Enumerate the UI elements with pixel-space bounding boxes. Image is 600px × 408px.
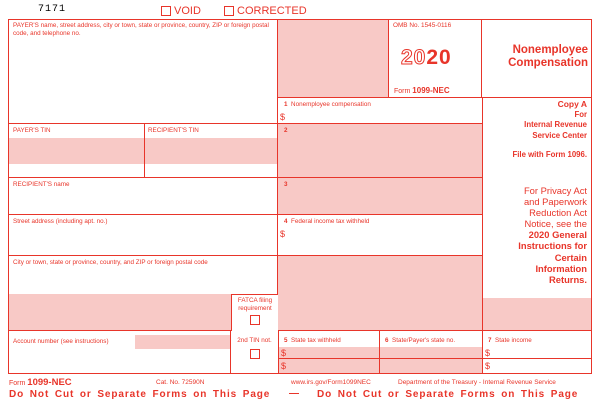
corrected-label: CORRECTED [237, 5, 307, 17]
privacy-l6: Instructions for [518, 240, 587, 252]
box5-dollar-1: $ [281, 348, 287, 358]
box5-text: State tax withheld [291, 337, 341, 344]
box6-number: 6 [385, 337, 389, 344]
copy-a-line3: Service Center [532, 130, 587, 140]
privacy-l8: Information [535, 262, 587, 274]
box3-number: 3 [284, 181, 288, 188]
privacy-l7: Certain [554, 251, 587, 263]
box7-label [488, 337, 532, 345]
box7-number: 7 [488, 337, 492, 344]
corrected-checkbox-group[interactable] [224, 5, 307, 17]
box4-label [284, 218, 369, 226]
box1-number: 1 [284, 101, 288, 108]
street-address-label: Street address (including apt. no.) [13, 218, 108, 225]
void-checkbox[interactable] [161, 6, 171, 16]
box5-number: 5 [284, 337, 288, 344]
box7-state-income[interactable] [483, 331, 591, 374]
box7-text: State income [495, 337, 532, 344]
payer-tin-field [9, 138, 144, 164]
account-number-field [135, 335, 230, 349]
box5-row1 [279, 347, 379, 358]
do-not-cut-right: Do Not Cut or Separate Forms on This Page [317, 389, 579, 400]
second-tin-checkbox[interactable] [250, 349, 260, 359]
box6-row2 [380, 359, 482, 373]
fatca-line2: requirement [238, 304, 272, 312]
box5-label [284, 337, 341, 345]
form-year [401, 46, 452, 70]
box2-label [284, 127, 288, 135]
box3-label [284, 181, 288, 189]
fatca-box[interactable] [231, 294, 278, 331]
box6-payer-state-no[interactable] [380, 331, 483, 374]
street-address-box[interactable] [9, 215, 278, 256]
box4-number: 4 [284, 218, 288, 225]
void-checkbox-group[interactable] [161, 5, 201, 17]
privacy-l1: For Privacy Act [523, 185, 587, 196]
recipient-tin-box[interactable] [145, 124, 278, 178]
fatca-checkbox[interactable] [250, 315, 260, 325]
recipient-tin-field [145, 138, 277, 164]
do-not-cut-dash: — [289, 388, 299, 399]
box4-dollar: $ [280, 229, 286, 239]
box3[interactable] [278, 178, 483, 215]
box6-row1 [380, 347, 482, 358]
payer-block[interactable] [9, 20, 278, 124]
fatca-line1: FATCA filing [237, 297, 273, 304]
omb-block [389, 20, 482, 98]
privacy-l4: Notice, see the [524, 218, 587, 230]
form-title-line2: Compensation [508, 57, 588, 69]
shaded-mid-block [278, 256, 483, 331]
shaded-right-block [483, 298, 591, 331]
account-number-box[interactable] [9, 331, 231, 374]
void-label: VOID [174, 5, 201, 17]
payer-shaded-area [278, 20, 389, 98]
recipient-tin-label: RECIPIENT'S TIN [148, 127, 199, 134]
box2[interactable] [278, 124, 483, 178]
form-title [482, 44, 588, 70]
copy-a-file-with: File with Form 1096. [512, 150, 587, 159]
privacy-notice [483, 185, 587, 285]
box1-dollar: $ [280, 112, 286, 122]
privacy-l3: Reduction Act [529, 207, 587, 219]
city-state-shaded [9, 294, 231, 330]
payer-block-label: PAYER'S name, street address, city or town, state or province, country, ZIP or foreign postal code, and telephone no. [13, 22, 269, 37]
form-title-line1: Nonemployee [512, 44, 588, 56]
footer-form-name: 1099-NEC [27, 377, 72, 388]
recipient-name-label: RECIPIENT'S name [13, 181, 70, 188]
footer-cat-no: Cat. No. 72590N [156, 379, 205, 386]
box6-label [385, 337, 455, 345]
copy-a-line2: Internal Revenue [524, 120, 587, 129]
box5-dollar-2: $ [281, 361, 287, 371]
box1-label [284, 101, 371, 109]
box2-number: 2 [284, 127, 288, 134]
box5-row2 [279, 359, 379, 373]
privacy-l9: Returns. [548, 273, 587, 285]
box4-federal-tax[interactable] [278, 215, 483, 256]
account-number-label: Account number (see instructions) [13, 338, 109, 345]
copy-a-block [483, 99, 587, 161]
box6-text: State/Payer's state no. [392, 337, 456, 344]
box7-divider [483, 358, 591, 359]
omb-number: OMB No. 1545-0116 [393, 22, 452, 29]
recipient-name-box[interactable] [9, 178, 278, 215]
do-not-cut-left: Do Not Cut or Separate Forms on This Page [9, 389, 271, 400]
fatca-label [232, 297, 278, 312]
box7-dollar-2: $ [485, 361, 491, 371]
corrected-checkbox[interactable] [224, 6, 234, 16]
box1-nonemployee-comp[interactable] [278, 98, 483, 124]
city-state-label: City or town, state or province, country, and ZIP or foreign postal code [13, 259, 208, 266]
form-code: 7171 [38, 4, 67, 15]
payer-tin-box[interactable] [9, 124, 145, 178]
copy-a-title: Copy A [557, 99, 587, 109]
payer-tin-label: PAYER'S TIN [13, 127, 51, 134]
privacy-l5: 2020 General [528, 229, 587, 241]
omb-form-label: Form [394, 88, 411, 95]
footer-form-id [9, 377, 72, 388]
footer-dept: Department of the Treasury - Internal Revenue Service [398, 379, 556, 386]
box5-state-tax[interactable] [278, 331, 380, 374]
copy-a-line1: For [574, 109, 587, 119]
privacy-l2: and Paperwork [523, 196, 587, 208]
omb-form-number: 1099-NEC [412, 86, 450, 95]
omb-form-name [394, 87, 450, 96]
box7-dollar-1: $ [485, 348, 491, 358]
box1-text: Nonemployee compensation [291, 101, 371, 108]
footer-form-label: Form [9, 380, 26, 387]
year-suffix: 20 [426, 46, 452, 69]
year-prefix: 20 [401, 46, 427, 69]
footer-url: www.irs.gov/Form1099NEC [291, 379, 371, 386]
second-tin-box[interactable] [231, 331, 278, 374]
box4-text: Federal income tax withheld [291, 218, 370, 225]
second-tin-label: 2nd TIN not. [237, 337, 272, 344]
